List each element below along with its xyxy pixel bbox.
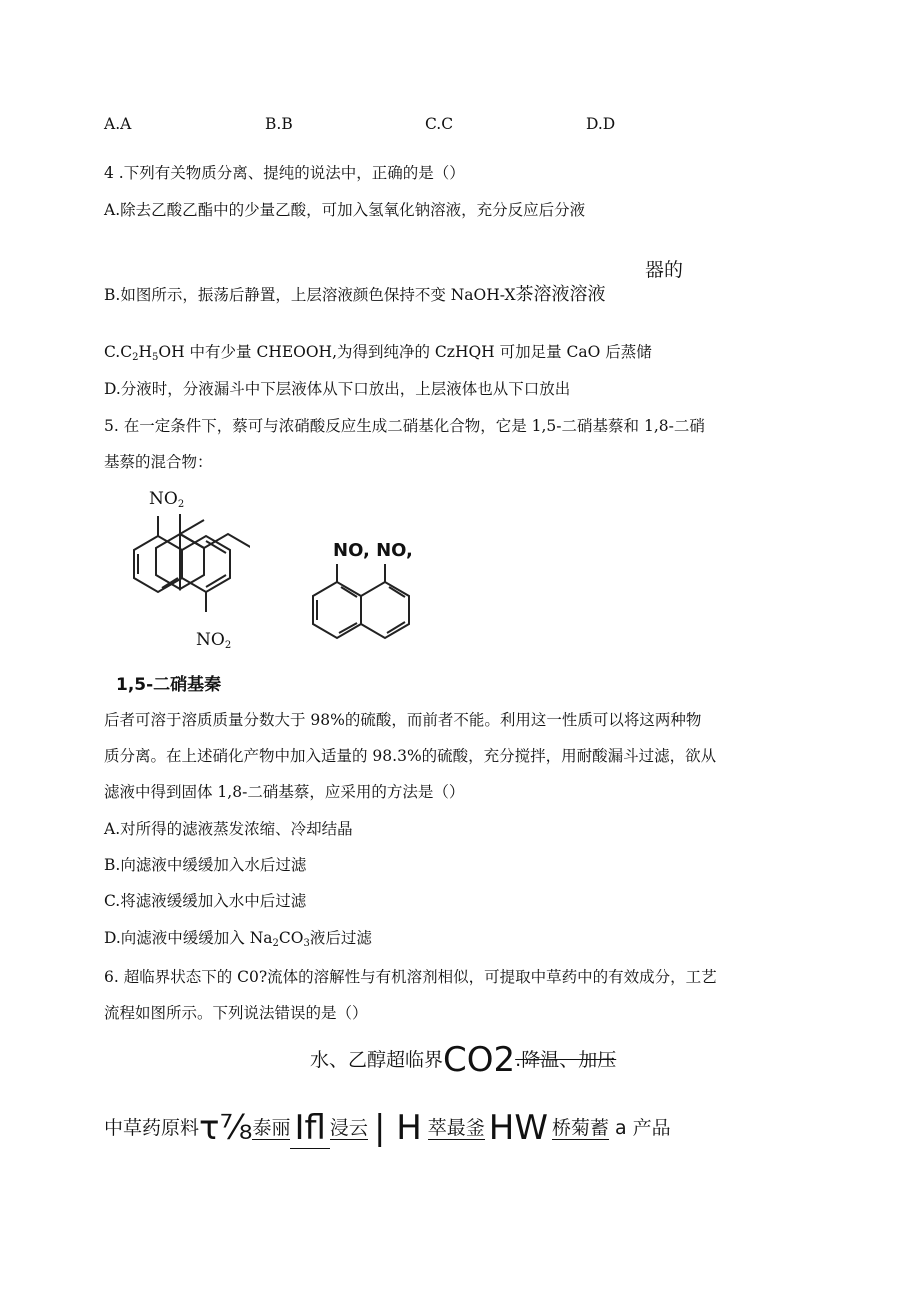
- structure1-caption: 1,5-二硝基秦: [116, 675, 222, 695]
- flow-step-2: 浸云: [329, 1117, 368, 1139]
- q4-option-d: D.分液时，分液漏斗中下层液体从下口放出，上层液体也从下口放出: [104, 380, 571, 398]
- flow-step-3: 萃最釜: [427, 1117, 485, 1139]
- q4-c-part2: H: [138, 343, 152, 361]
- flow-top-co2: CO2: [443, 1040, 516, 1080]
- option-c: C.C: [425, 115, 454, 133]
- flow-bottom-row: [104, 1108, 671, 1152]
- q4-c-part3: OH 中有少量 CHEOOH,为得到纯净的 CzHQH 可加足量 CaO 后蒸储: [158, 343, 652, 361]
- q4-option-c: [104, 342, 652, 362]
- flow-raw-material: 中草药原料: [104, 1117, 200, 1139]
- flow-glyph-4: HW: [488, 1108, 548, 1148]
- q5-stem-line2: 基蔡的混合物：: [104, 453, 213, 471]
- q4-figure-caption-top: 器的: [645, 259, 684, 281]
- q5-d-sub1: 2: [272, 938, 279, 949]
- flow-product: a 产品: [615, 1117, 671, 1139]
- q5-body-line3: 滤液中得到固体 1,8-二硝基蔡，应采用的方法是（）: [104, 783, 465, 801]
- structure1-top-no: NO: [149, 489, 178, 509]
- q5-d-part1: D.向滤液中缓缓加入 Na: [104, 929, 273, 947]
- q4-c-sub1: 2: [132, 352, 139, 363]
- structure1-bottom-sub: 2: [224, 640, 232, 651]
- q5-body-line2: 质分离。在上述硝化产物中加入适量的 98.3%的硫酸，充分搅拌，用耐酸漏斗过滤，欲从: [104, 747, 717, 765]
- structure1-bottom-group: [196, 630, 231, 650]
- flow-glyph-3: | H: [373, 1108, 422, 1148]
- q5-d-part3: 液后过滤: [309, 929, 372, 947]
- q4-stem: 4 .下列有关物质分离、提纯的说法中，正确的是（）: [104, 164, 465, 182]
- q4-figure-caption-bottom: 茶溶液溶液: [515, 284, 606, 305]
- q4-option-a: A.除去乙酸乙酯中的少量乙酸，可加入氢氧化钠溶液，充分反应后分液: [104, 201, 586, 219]
- structure1-bottom-no: NO: [196, 630, 225, 650]
- q5-d-part2: CO: [278, 929, 304, 947]
- q5-option-a: A.对所得的滤液蒸发浓缩、冷却结晶: [104, 820, 353, 838]
- option-a: A.A: [104, 115, 132, 133]
- q4-option-b: [104, 285, 606, 305]
- flow-glyph-2: Ifl: [290, 1108, 329, 1149]
- q5-option-b: B.向滤液中缓缓加入水后过滤: [104, 856, 307, 874]
- q6-stem-line2: 流程如图所示。下列说法错误的是（）: [104, 1004, 368, 1022]
- q5-body-line1: 后者可溶于溶质质量分数大于 98%的硫酸，而前者不能。利用这一性质可以将这两种物: [104, 711, 702, 729]
- option-d: D.D: [586, 115, 616, 133]
- flow-step-4: 桥菊蓄: [551, 1117, 609, 1139]
- q5-stem-line1: 5. 在一定条件下，蔡可与浓硝酸反应生成二硝基化合物，它是 1,5-二硝基蔡和 1,8-二硝: [104, 417, 705, 435]
- q4-c-sub2: 5: [152, 352, 159, 363]
- q4-c-part1: C.C: [104, 343, 133, 361]
- flow-step-1: 泰丽: [252, 1117, 291, 1139]
- flow-top-solvents: 水、乙醇超临界: [310, 1049, 444, 1071]
- flow-top-row: [310, 1040, 616, 1080]
- q5-d-sub2: 3: [303, 938, 310, 949]
- flow-top-conditions: .降温、加压: [515, 1049, 617, 1071]
- structure1-top-sub: 2: [177, 499, 185, 510]
- q5-option-d: [104, 928, 372, 948]
- q5-option-c: C.将滤液缓缓加入水中后过滤: [104, 892, 307, 910]
- option-b: B.B: [265, 115, 293, 133]
- structure2-label: NO, NO,: [333, 540, 413, 561]
- structure1-top-group: [149, 489, 184, 509]
- structure-1-8-dinitronaphthalene: [305, 562, 420, 672]
- flow-glyph-1: τ⅞: [199, 1108, 253, 1148]
- q4-option-b-text: B.如图所示，振荡后静置，上层溶液颜色保持不变 NaOH-X: [104, 286, 516, 304]
- q6-stem-line1: 6. 超临界状态下的 C0?流体的溶解性与有机溶剂相似，可提取中草药中的有效成分，工艺: [104, 968, 717, 986]
